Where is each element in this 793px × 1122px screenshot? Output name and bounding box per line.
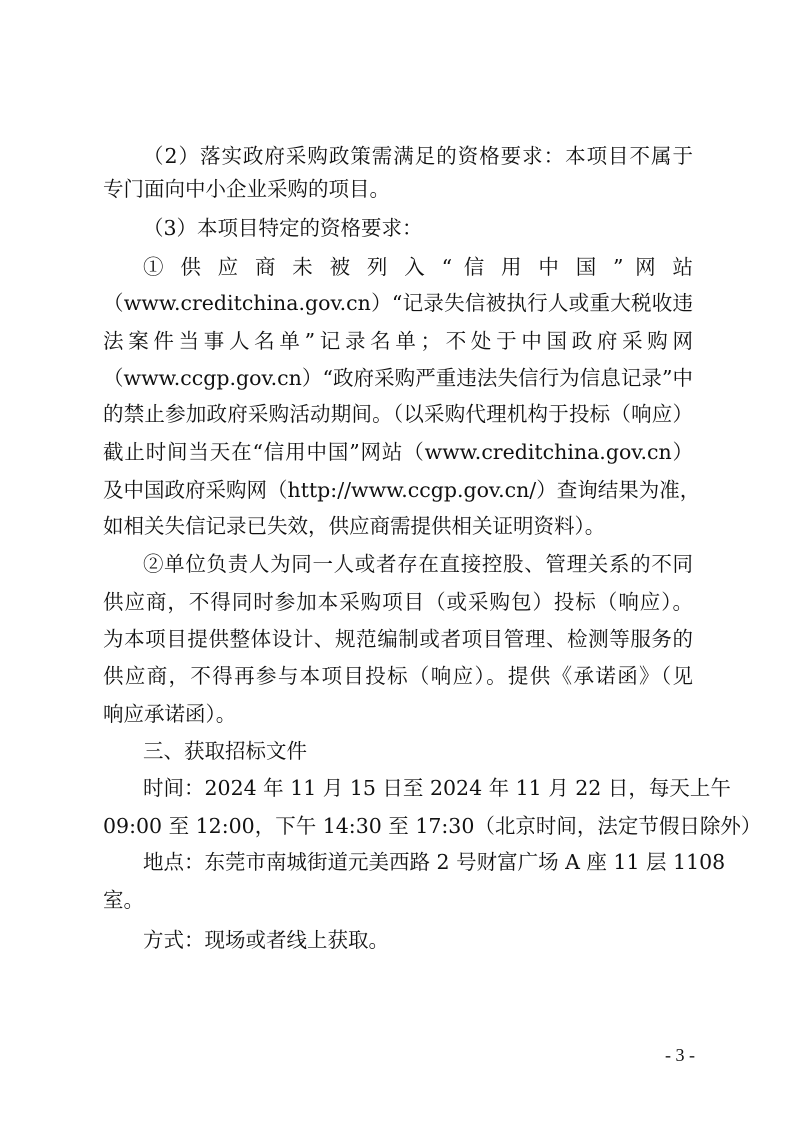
text-line-control-relation: ②单位负责人为同一人或者存在直接控股、管理关系的不同: [143, 552, 693, 576]
text-line-credit-china: ① 供 应 商 未 被 列 入 “ 信 用 中 国 ” 网 站: [143, 255, 693, 279]
text-line-sme: 专门面向中小企业采购的项目。: [103, 177, 390, 201]
text-line-service-providers: 为本项目提供整体设计、规范编制或者项目管理、检测等服务的: [103, 627, 693, 651]
text-line-supplier-ban: 供应商，不得同时参加本采购项目（或采购包）投标（响应）。: [103, 590, 693, 614]
text-line-ccgp-url: （www.ccgp.gov.cn）“政府采购严重违法失信行为信息记录”中: [103, 366, 693, 390]
text-line-hours: 09:00 至 12:00，下午 14:30 至 17:30（北京时间，法定节假日除外）: [103, 814, 762, 838]
text-line-qualification-3: （3）本项目特定的资格要求：: [143, 216, 423, 240]
text-line-proof: 如相关失信记录已失效，供应商需提供相关证明资料）。: [103, 514, 606, 538]
text-line-commitment: 供应商，不得再参与本项目投标（响应）。提供《承诺函》（见: [103, 664, 693, 688]
text-line-qualification-2: （2）落实政府采购政策需满足的资格要求：本项目不属于: [143, 144, 693, 168]
page-number: - 3 -: [665, 1045, 695, 1065]
text-line-prohibition: 的禁止参加政府采购活动期间。（以采购代理机构于投标（响应）: [103, 402, 693, 426]
text-line-time: 时间：2024 年 11 月 15 日至 2024 年 11 月 22 日，每天上午: [143, 776, 731, 800]
text-line-query-result: 及中国政府采购网（http://www.ccgp.gov.cn/）查询结果为准，: [103, 478, 701, 502]
text-line-commitment-end: 响应承诺函）。: [103, 702, 237, 726]
section-heading-obtain-documents: 三、获取招标文件: [143, 739, 307, 763]
text-line-method: 方式：现场或者线上获取。: [143, 928, 389, 952]
text-line-credit-url: （www.creditchina.gov.cn）“记录失信被执行人或重大税收违: [103, 291, 693, 315]
text-line-case-list: 法案件当事人名单”记录名单；不处于中国政府采购网: [103, 329, 693, 353]
text-line-location-end: 室。: [103, 888, 144, 912]
text-line-location: 地点：东莞市南城街道元美西路 2 号财富广场 A 座 11 层 1108: [143, 850, 726, 874]
text-line-deadline: 截止时间当天在“信用中国”网站（www.creditchina.gov.cn）: [103, 440, 693, 464]
